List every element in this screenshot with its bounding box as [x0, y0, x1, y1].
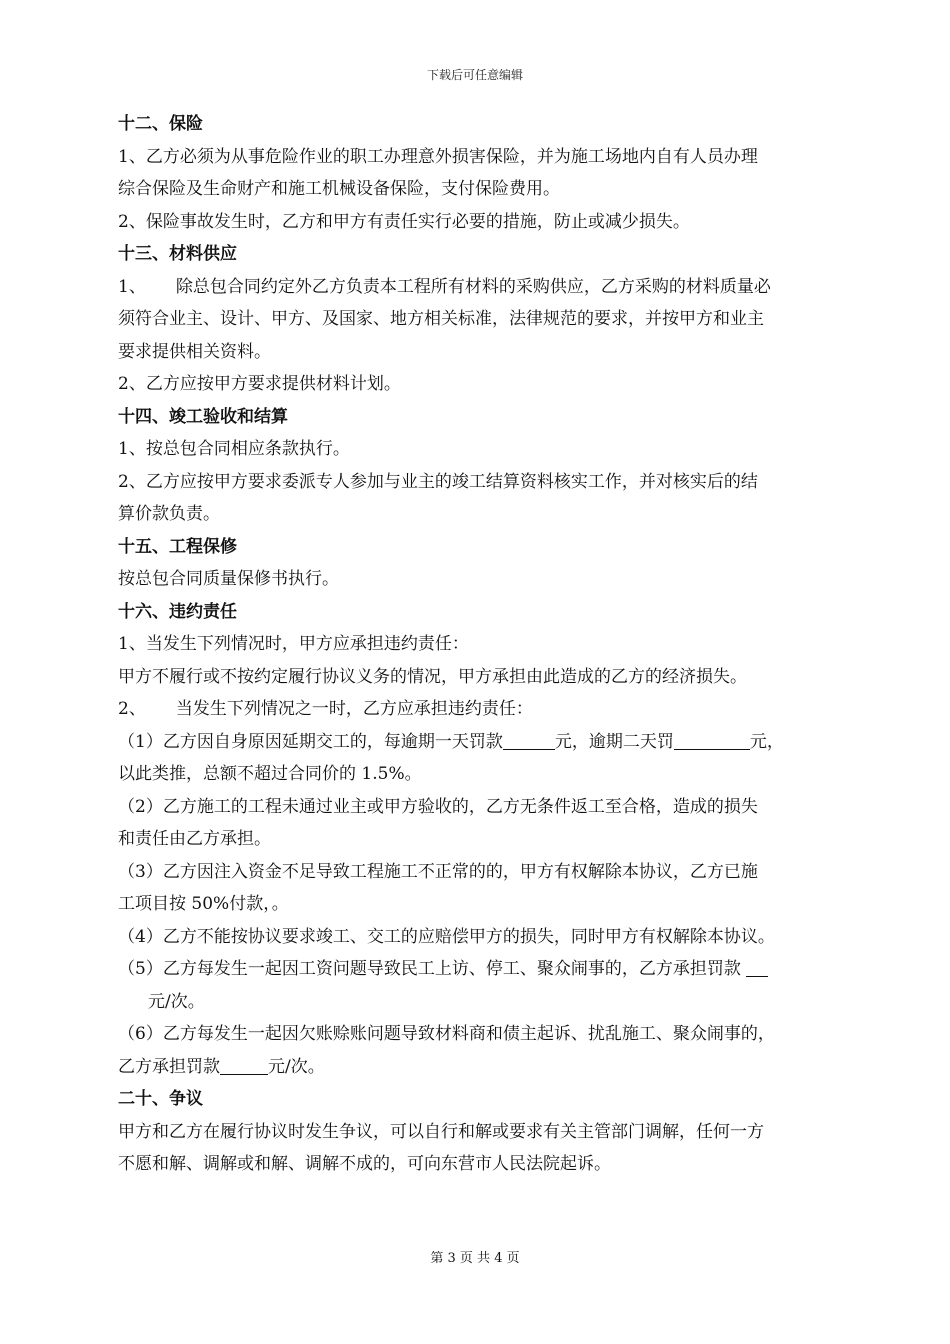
fill-blank[interactable]	[220, 1054, 268, 1075]
s16-p1b: 甲方不履行或不按约定履行协议义务的情况，甲方承担由此造成的乙方的经济损失。	[118, 666, 747, 687]
section-14-title: 十四、竣工验收和结算	[118, 406, 288, 427]
s13-p2: 2、乙方应按甲方要求提供材料计划。	[118, 374, 401, 394]
section-20-title: 二十、争议	[118, 1089, 203, 1109]
section-12-title: 十二、保险	[118, 114, 203, 134]
item1-text-c: 元，	[749, 731, 784, 752]
s12-p1a: 1、乙方必须为从事危险作业的职工办理意外损害保险，并为施工场地内自有人员办理	[118, 146, 758, 167]
s15-p1: 按总包合同质量保修书执行。	[118, 569, 339, 589]
s16-item1b: 以此类推，总额不超过合同价的 1.5%。	[118, 764, 422, 784]
item1-text-a: （1）乙方因自身原因延期交工的，每逾期一天罚款	[118, 731, 503, 752]
s16-item5a	[118, 953, 848, 986]
s14-p2b: 算价款负责。	[118, 504, 220, 524]
section-16-title: 十六、违约责任	[118, 601, 237, 622]
s12-p1b: 综合保险及生命财产和施工机械设备保险，支付保险费用。	[118, 179, 560, 199]
s16-item6b	[118, 1051, 848, 1084]
s16-item1a	[118, 726, 848, 759]
item1-text-b: 元，逾期二天罚	[554, 731, 674, 752]
s13-p1a	[118, 271, 848, 304]
s16-item2a: （2）乙方施工的工程未通过业主或甲方验收的，乙方无条件返工至合格，造成的损失	[118, 796, 758, 817]
item6-text-c: 元/次。	[268, 1056, 325, 1077]
page-header: 下载后可任意编辑	[426, 68, 523, 82]
s12-p2: 2、保险事故发生时，乙方和甲方有责任实行必要的措施，防止或减少损失。	[118, 211, 690, 232]
s16-p2	[118, 693, 848, 726]
fill-blank[interactable]	[674, 729, 750, 750]
s16-p2-num: 2、	[118, 699, 146, 719]
s13-p1b: 须符合业主、设计、甲方、及国家、地方相关标准，法律规范的要求，并按甲方和业主	[118, 309, 764, 329]
item6-text-b: 乙方承担罚款	[118, 1056, 220, 1077]
s14-p2a: 2、乙方应按甲方要求委派专人参加与业主的竣工结算资料核实工作，并对核实后的结	[118, 471, 758, 492]
page-footer: 第 3 页 共 4 页	[430, 1251, 520, 1266]
item5-text-a: （5）乙方每发生一起因工资问题导致民工上访、停工、聚众闹事的，乙方承担罚款	[118, 959, 747, 979]
section-15-title: 十五、工程保修	[118, 536, 237, 557]
s16-item3a: （3）乙方因注入资金不足导致工程施工不正常的的，甲方有权解除本协议，乙方已施	[118, 861, 758, 882]
s20-p1b: 不愿和解、调解或和解、调解不成的，可向东营市人民法院起诉。	[118, 1154, 611, 1174]
fill-blank[interactable]	[503, 729, 555, 750]
s16-p2-text: 当发生下列情况之一时，乙方应承担违约责任：	[175, 699, 533, 719]
s16-item6a: （6）乙方每发生一起因欠账赊账问题导致材料商和债主起诉、扰乱施工、聚众闹事的，	[118, 1024, 775, 1044]
document-body	[118, 108, 848, 1181]
s20-p1a: 甲方和乙方在履行协议时发生争议，可以自行和解或要求有关主管部门调解，任何一方	[118, 1121, 764, 1142]
s16-p1: 1、当发生下列情况时，甲方应承担违约责任：	[118, 634, 469, 654]
s16-item4: （4）乙方不能按协议要求竣工、交工的应赔偿甲方的损失，同时甲方有权解除本协议。	[118, 926, 775, 947]
s13-p1c: 要求提供相关资料。	[118, 341, 271, 362]
s16-item5b: 元/次。	[148, 991, 205, 1012]
s13-p1-num: 1、	[118, 276, 146, 297]
s13-p1a-text: 除总包合同约定外乙方负责本工程所有材料的采购供应，乙方采购的材料质量必	[175, 276, 771, 297]
s16-item3b: 工项目按 50%付款，。	[118, 894, 289, 914]
fill-blank[interactable]	[746, 956, 768, 977]
s14-p1: 1、按总包合同相应条款执行。	[118, 439, 350, 459]
s16-item2b: 和责任由乙方承担。	[118, 829, 271, 849]
section-13-title: 十三、材料供应	[118, 244, 237, 264]
